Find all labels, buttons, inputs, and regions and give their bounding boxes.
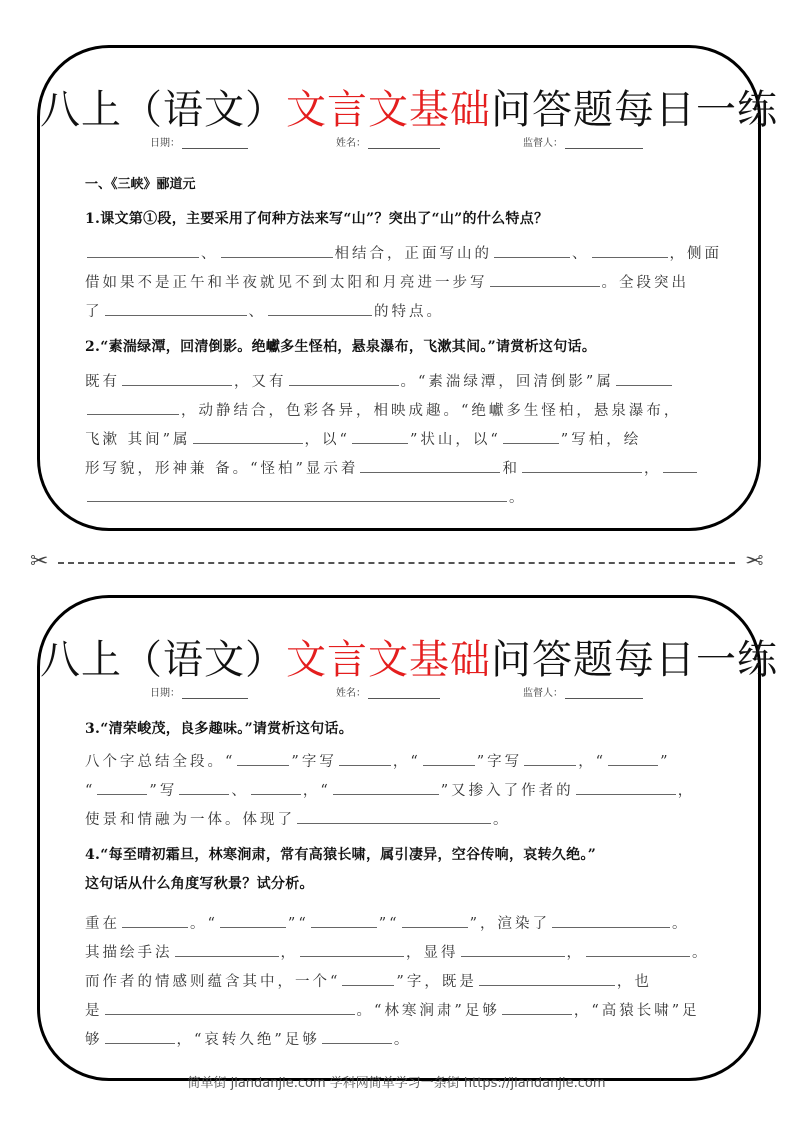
text: 、 — [201, 246, 219, 262]
blank[interactable] — [193, 427, 303, 444]
blank[interactable] — [402, 911, 468, 928]
cut-line-divider — [30, 549, 763, 574]
text: ” — [660, 754, 671, 770]
title-suffix: 问答题每日一练 — [491, 87, 778, 133]
name-label: 姓名： — [336, 688, 366, 699]
text: ”“ — [287, 916, 309, 932]
blank[interactable] — [494, 241, 570, 258]
blank[interactable] — [339, 749, 391, 766]
question-3 — [85, 718, 726, 738]
text: 。 — [493, 812, 511, 828]
blank[interactable] — [105, 299, 247, 316]
name-field[interactable] — [336, 134, 440, 149]
text: ， — [677, 783, 696, 799]
text: 和 — [502, 461, 520, 477]
answer-4 — [85, 910, 726, 1055]
question-4-text: 4.“每至晴初霜旦，林寒涧肃，常有高猿长啸，属引凄异，空谷传响，哀转久绝。” — [85, 847, 597, 863]
blank[interactable] — [179, 778, 229, 795]
blank[interactable] — [524, 749, 576, 766]
blank[interactable] — [289, 369, 399, 386]
title-prefix: 八上（语文） — [40, 87, 286, 133]
blank[interactable] — [122, 911, 188, 928]
blank[interactable] — [502, 998, 572, 1015]
name-blank[interactable] — [368, 688, 440, 699]
date-label: 日期： — [150, 688, 180, 699]
text: 、 — [572, 246, 590, 262]
blank[interactable] — [220, 911, 286, 928]
text: 、 — [231, 783, 249, 799]
blank[interactable] — [333, 778, 439, 795]
date-blank[interactable] — [182, 138, 248, 149]
blank[interactable] — [97, 778, 147, 795]
text: 飞漱 其间”属 — [85, 432, 191, 448]
worksheet-title — [40, 78, 778, 135]
text: 是 — [85, 1003, 103, 1019]
text: 够 — [85, 1032, 103, 1048]
blank[interactable] — [311, 911, 377, 928]
blank[interactable] — [616, 369, 672, 386]
scissors-icon: ✂ — [744, 549, 763, 574]
title-prefix: 八上（语文） — [40, 637, 286, 683]
text: ，又有 — [234, 374, 287, 390]
text: 的特点。 — [374, 304, 444, 320]
supervisor-blank[interactable] — [565, 138, 643, 149]
text: ，“ — [578, 754, 607, 770]
question-1 — [85, 208, 726, 228]
text: 。 — [672, 916, 690, 932]
blank[interactable] — [221, 241, 333, 258]
text: ， — [566, 945, 584, 961]
text: ”字写 — [291, 754, 337, 770]
text: 。 — [393, 1032, 412, 1048]
blank[interactable] — [592, 241, 668, 258]
text: ”写柏，绘 — [560, 432, 642, 448]
title-highlight: 文言文基础 — [286, 637, 491, 683]
answer-2 — [85, 368, 726, 513]
blank[interactable] — [122, 369, 232, 386]
section-heading — [85, 173, 726, 192]
text: 。 — [509, 490, 527, 506]
supervisor-field[interactable] — [523, 684, 643, 699]
question-4 — [85, 844, 726, 893]
answer-1 — [85, 240, 726, 327]
supervisor-field[interactable] — [523, 134, 643, 149]
blank[interactable] — [608, 749, 658, 766]
text: 。 — [692, 945, 710, 961]
text: 其描绘手法 — [85, 945, 173, 961]
text: 重在 — [85, 916, 120, 932]
text: ，“高猿长啸”足 — [573, 1003, 700, 1019]
worksheet-title — [40, 628, 778, 685]
text: ，以“ — [304, 432, 350, 448]
text: ”字，既是 — [396, 974, 477, 990]
date-field[interactable] — [150, 684, 248, 699]
text: 借如果不是正午和半夜就见不到太阳和月亮进一步写 — [85, 275, 488, 291]
blank[interactable] — [479, 969, 615, 986]
blank[interactable] — [342, 969, 394, 986]
answer-3 — [85, 748, 726, 835]
blank[interactable] — [461, 940, 565, 957]
text: ， — [280, 945, 298, 961]
dashed-line — [58, 562, 735, 564]
blank[interactable] — [297, 807, 491, 824]
blank[interactable] — [87, 398, 179, 415]
blank[interactable] — [251, 778, 301, 795]
text: ”状山，以“ — [409, 432, 501, 448]
question-2-text: 2.“素湍绿潭，回清倒影。绝巘多生怪柏，悬泉瀑布，飞漱其间。”请赏析这句话。 — [85, 339, 597, 355]
footer-watermark: 简单街 jiandanjie.com 学科网简单学习一条街 https://jiandanjie.com — [187, 1076, 606, 1091]
text: 既有 — [85, 374, 120, 390]
text: ”“ — [378, 916, 400, 932]
section-heading-text: 一、《三峡》郦道元 — [85, 177, 196, 192]
supervisor-label: 监督人： — [523, 138, 563, 149]
blank[interactable] — [105, 998, 355, 1015]
blank[interactable] — [586, 940, 690, 957]
text: 了 — [85, 304, 103, 320]
name-field[interactable] — [336, 684, 440, 699]
text: ，侧面 — [669, 246, 722, 262]
supervisor-blank[interactable] — [565, 688, 643, 699]
blank[interactable] — [175, 940, 279, 957]
text: ，也 — [616, 974, 652, 990]
scissors-icon: ✂ — [30, 549, 49, 574]
text: 相结合，正面写山的 — [334, 246, 492, 262]
blank[interactable] — [87, 485, 507, 502]
question-4-subtext: 这句话从什么角度写秋景？试分析。 — [85, 876, 314, 892]
blank[interactable] — [300, 940, 404, 957]
text: ，“哀转久绝”足够 — [176, 1032, 320, 1048]
name-blank[interactable] — [368, 138, 440, 149]
text: 使景和情融为一体。体现了 — [85, 812, 295, 828]
text: ， — [643, 461, 662, 477]
text: 、 — [248, 304, 266, 320]
blank[interactable] — [552, 911, 670, 928]
text: 。“素湍绿潭，回清倒影”属 — [400, 374, 614, 390]
date-label: 日期： — [150, 138, 180, 149]
text: ，“ — [302, 783, 331, 799]
text: ”写 — [149, 783, 178, 799]
text: 。“林寒涧肃”足够 — [356, 1003, 500, 1019]
text: ”字写 — [476, 754, 523, 770]
question-2 — [85, 336, 726, 356]
text: 形写貌，形神兼 备。“怪柏”显示着 — [85, 461, 359, 477]
text: 。“ — [190, 916, 218, 932]
text: ，动静结合，色彩各异，相映成趣。“绝巘多生怪柏，悬泉瀑布， — [181, 403, 682, 419]
question-1-text: 1.课文第①段，主要采用了何种方法来写“山”？突出了“山”的什么特点？ — [85, 211, 549, 227]
worksheet-card-1 — [37, 45, 778, 531]
blank[interactable] — [423, 749, 475, 766]
blank[interactable] — [522, 456, 642, 473]
blank[interactable] — [352, 427, 408, 444]
text: ，显得 — [406, 945, 459, 961]
blank[interactable] — [663, 456, 697, 473]
text: ”，渲染了 — [469, 916, 550, 932]
text: ”又掺入了作者的 — [440, 783, 574, 799]
text: ，“ — [392, 754, 421, 770]
text: 八个字总结全段。“ — [85, 754, 236, 770]
blank[interactable] — [268, 299, 372, 316]
title-highlight: 文言文基础 — [286, 87, 491, 133]
name-label: 姓名： — [336, 138, 366, 149]
blank[interactable] — [490, 270, 600, 287]
blank[interactable] — [105, 1027, 175, 1044]
text: “ — [85, 783, 96, 799]
blank[interactable] — [576, 778, 676, 795]
blank[interactable] — [322, 1027, 392, 1044]
blank[interactable] — [237, 749, 289, 766]
question-3-text: 3.“清荣峻茂，良多趣味。”请赏析这句话。 — [85, 721, 354, 737]
blank[interactable] — [87, 241, 199, 258]
date-field[interactable] — [150, 134, 248, 149]
blank[interactable] — [360, 456, 500, 473]
blank[interactable] — [503, 427, 559, 444]
text: 。全段突出 — [601, 275, 689, 291]
text: 而作者的情感则蕴含其中，一个“ — [85, 974, 341, 990]
worksheet-card-2 — [37, 595, 778, 1081]
date-blank[interactable] — [182, 688, 248, 699]
title-suffix: 问答题每日一练 — [491, 637, 778, 683]
supervisor-label: 监督人： — [523, 688, 563, 699]
